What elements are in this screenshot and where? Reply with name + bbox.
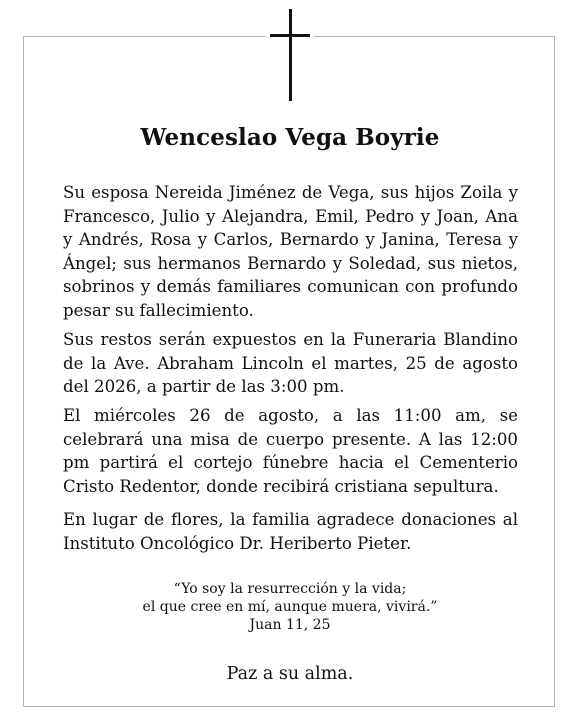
family-paragraph: Su esposa Nereida Jiménez de Vega, sus hijos Zoila y Francesco, Julio y Alejandra, Emil, Pedro y Joan, Ana y Andrés, Rosa y Carlos, Bernardo y Janina, Teresa y Ángel; sus hermanos Bernardo y Soledad, sus nietos, sobrinos y demás familiares comunican con profundo pesar su fallecimiento. <box>63 183 518 320</box>
deceased-name: Wenceslao Vega Boyrie <box>140 124 440 151</box>
viewing-paragraph: Sus restos serán expuestos en la Funeraria Blandino de la Ave. Abraham Lincoln el martes, 25 de agosto del 2026, a partir de las 3:00 pm. <box>63 330 518 397</box>
verse-line-1: “Yo soy la resurrección y la vida; <box>173 581 407 597</box>
bible-verse <box>0 580 580 634</box>
verse-citation: Juan 11, 25 <box>249 617 331 633</box>
closing-line: Paz a su alma. <box>226 664 354 684</box>
verse-line-2: el que cree en mí, aunque muera, vivirá.” <box>142 599 438 615</box>
donations-paragraph: En lugar de flores, la familia agradece donaciones al Instituto Oncológico Dr. Heriberto Pieter. <box>63 510 518 553</box>
mass-paragraph: El miércoles 26 de agosto, a las 11:00 am, se celebrará una misa de cuerpo presente. A las 12:00 pm partirá el cortejo fúnebre hacia el Cementerio Cristo Redentor, donde recibirá cristiana sepultura. <box>63 406 518 496</box>
cross-icon <box>266 9 314 101</box>
